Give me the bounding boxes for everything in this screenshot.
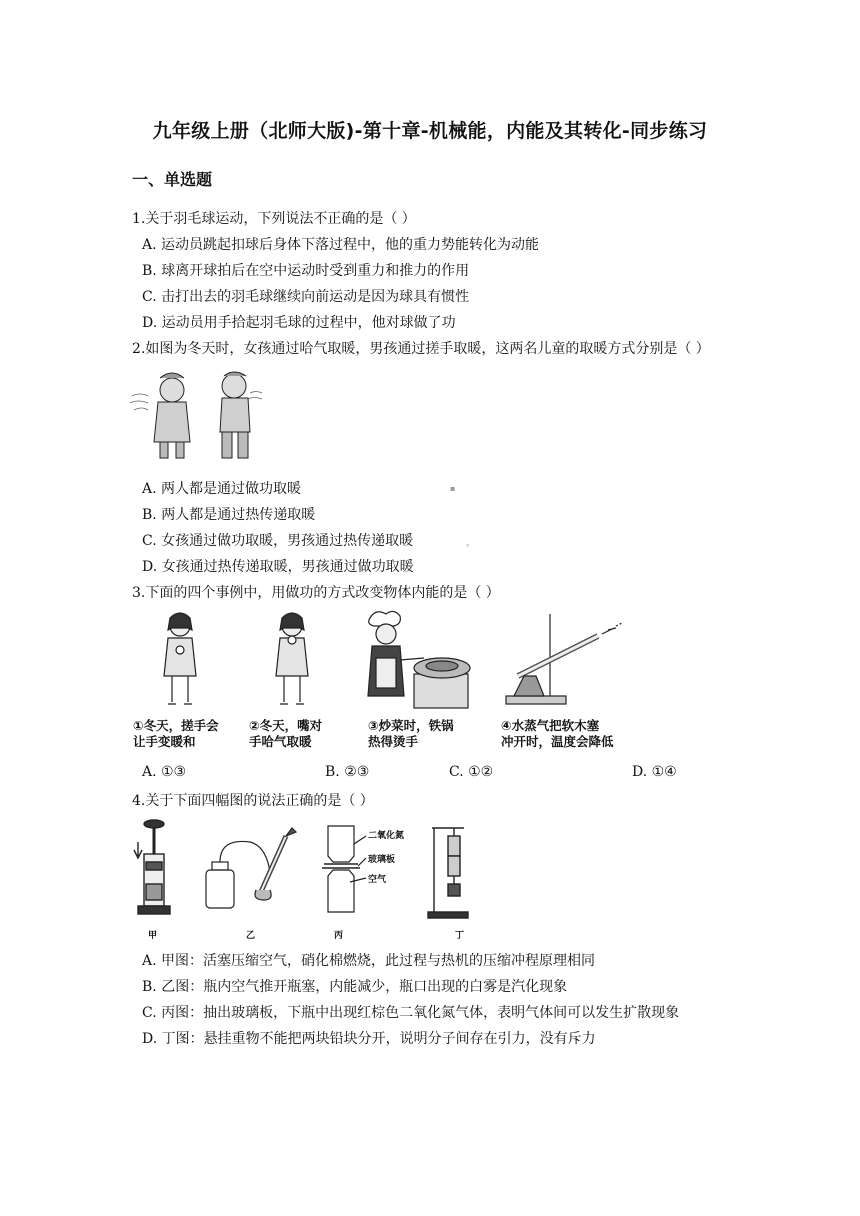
q4-option-a: A. 甲图：活塞压缩空气，硝化棉燃烧，此过程与热机的压缩冲程原理相同 [142,953,596,969]
q3-caption-3-line-2: 热得烫手 [368,734,419,749]
q2-option-b: B. 两人都是通过热传递取暖 [142,507,316,523]
q4-figure-yi-bottle-pump [202,824,302,914]
stray-mark: ▪ [450,484,456,493]
q3-figure-rubbing-hands [150,612,210,710]
q3-caption-1 [133,718,219,750]
q2-option-c: C. 女孩通过做功取暖，男孩通过热传递取暖 [142,533,414,549]
q4-label-jia: 甲 [148,931,158,941]
q4-label-yi: 乙 [246,931,256,941]
q1-option-c: C. 击打出去的羽毛球继续向前运动是因为球具有惯性 [142,289,470,305]
q3-figure-steam-tube [498,610,628,710]
q3-caption-4-line-1: ④水蒸气把软木塞 [501,718,600,733]
q4-figure-ding-lead-blocks [428,822,472,920]
q4-label-ding: 丁 [455,931,465,941]
q2-children-figure [130,368,270,468]
q4-option-b: B. 乙图：瓶内空气推开瓶塞，内能减少，瓶口出现的白雾是汽化现象 [142,979,568,995]
question-4-stem: 4.关于下面四幅图的说法正确的是（ ） [132,793,374,809]
question-2-stem: 2.如图为冬天时，女孩通过哈气取暖，男孩通过搓手取暖，这两名儿童的取暖方式分别是（ ） [132,341,710,357]
question-3-stem: 3.下面的四个事例中，用做功的方式改变物体内能的是（ ） [132,585,500,601]
q1-option-a: A. 运动员跳起扣球后身体下落过程中，他的重力势能转化为动能 [142,237,540,253]
q4-option-d: D. 丁图：悬挂重物不能把两块铅块分开，说明分子间存在引力，没有斥力 [142,1031,596,1047]
stray-mark: 。 [466,538,476,549]
q3-caption-4 [501,718,614,750]
q3-caption-1-line-1: ①冬天，搓手会 [133,718,219,733]
section-heading: 一、单选题 [132,170,213,189]
q2-option-a: A. 两人都是通过做功取暖 [142,481,302,497]
q4-figure-jia-piston [130,818,174,918]
q3-caption-2-line-2: 手哈气取暖 [249,734,312,749]
q3-option-a: A. ①③ [142,764,187,780]
q1-option-d: D. 运动员用手拾起羽毛球的过程中，他对球做了功 [142,315,456,331]
q3-figure-blowing-hands [262,612,322,710]
q3-caption-3 [368,718,454,750]
q1-option-b: B. 球离开球拍后在空中运动时受到重力和推力的作用 [142,263,470,279]
q3-caption-3-line-1: ③炒菜时，铁锅 [368,718,454,733]
q4-label-bing: 丙 [334,931,344,941]
q3-option-b: B. ②③ [325,764,370,780]
q4-bottle-label-glass: 玻璃板 [368,855,396,865]
page-title: 九年级上册（北师大版)-第十章-机械能，内能及其转化-同步练习 [152,120,708,142]
q2-option-d: D. 女孩通过热传递取暖，男孩通过做功取暖 [142,559,414,575]
q3-option-c: C. ①② [449,764,494,780]
q3-caption-4-line-2: 冲开时，温度会降低 [501,734,614,749]
q3-caption-2-line-1: ②冬天，嘴对 [249,718,323,733]
q3-figure-cooking [358,608,474,712]
q4-option-c: C. 丙图：抽出玻璃板，下瓶中出现红棕色二氧化氮气体，表明气体间可以发生扩散现象 [142,1005,680,1021]
q3-option-d: D. ①④ [632,764,677,780]
q4-bottle-label-no2: 二氧化氮 [368,831,405,841]
q3-caption-2 [249,718,322,750]
question-1-stem: 1.关于羽毛球运动，下列说法不正确的是（ ） [132,211,416,227]
q3-caption-1-line-2: 让手变暖和 [133,734,196,749]
q4-bottle-label-air: 空气 [368,875,387,885]
